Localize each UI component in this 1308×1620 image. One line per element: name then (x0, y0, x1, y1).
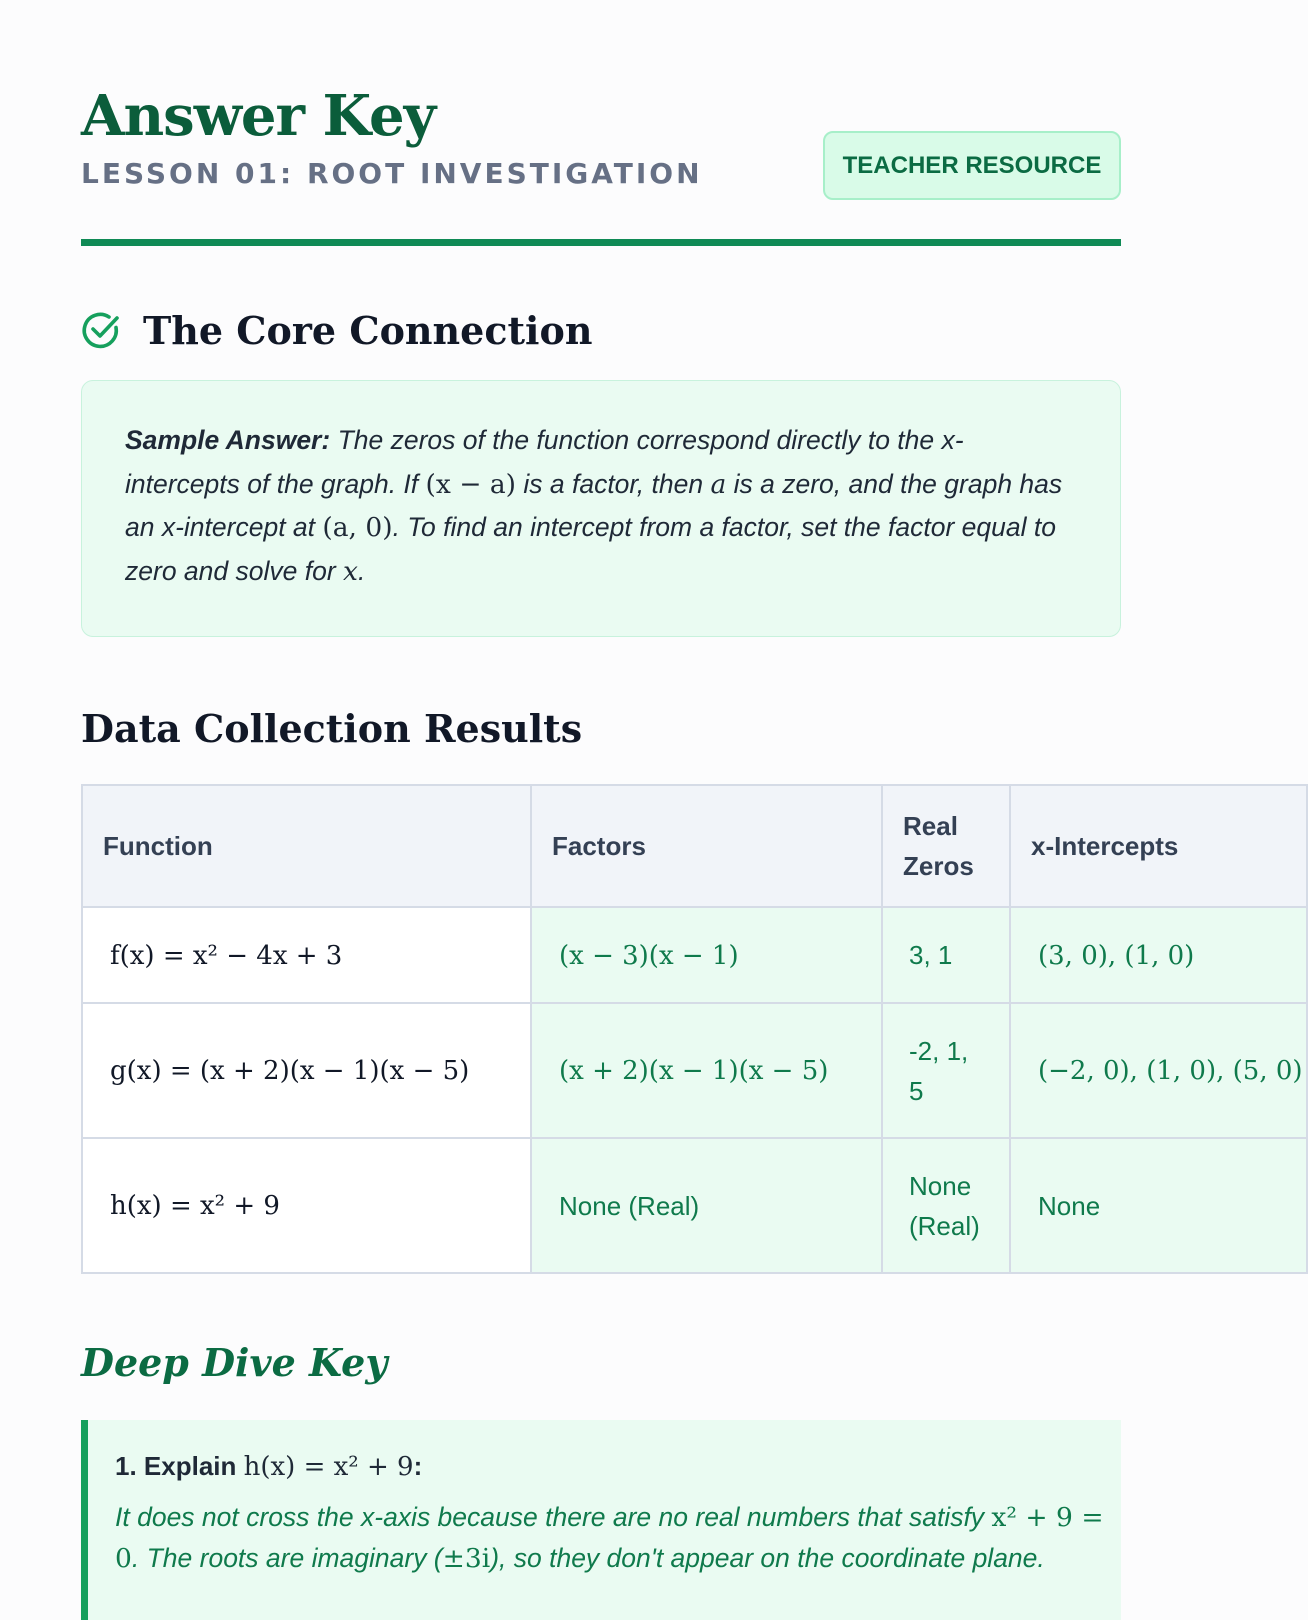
answer-text: is a factor, then (516, 468, 711, 499)
factors-cell (531, 1003, 882, 1138)
question-prefix: 1. Explain (115, 1451, 244, 1481)
sample-answer-label: Sample Answer: (125, 425, 331, 455)
zeros-cell: None (Real) (882, 1138, 1010, 1273)
function-expression: h(x) = x² + 9 (110, 1191, 280, 1221)
table-header-row (82, 785, 1307, 907)
answer-text: is a zero, and the graph has an x-intercept at (125, 468, 1063, 542)
deep-dive-heading: Deep Dive Key (81, 1340, 388, 1385)
zeros-cell: 3, 1 (882, 907, 1010, 1003)
column-header: Function (82, 785, 531, 907)
answer-math: ±3i (442, 1543, 491, 1574)
function-expression: g(x) = (x + 2)(x − 1)(x − 5) (110, 1056, 470, 1086)
factors-expression: (x − 3)(x − 1) (559, 940, 739, 971)
factors-expression: (x + 2)(x − 1)(x − 5) (559, 1056, 829, 1086)
core-connection-heading (81, 300, 592, 360)
answer-text: . To find an intercept from a factor, set the factor equal to zero and solve for (125, 512, 1056, 586)
answer-math: x² + 9 = 0 (115, 1502, 1104, 1574)
question-title (115, 1446, 1121, 1487)
sample-answer-box (81, 380, 1121, 637)
page-title: Answer Key (81, 83, 436, 149)
column-header: x-Intercepts (1010, 785, 1307, 907)
factors-cell: None (Real) (531, 1138, 882, 1273)
answer-text: . (357, 555, 366, 586)
intercepts-cell (1010, 1003, 1307, 1138)
data-collection-heading: Data Collection Results (81, 706, 583, 751)
page-header (81, 80, 1121, 246)
intercepts-cell (1010, 907, 1307, 1003)
results-table-container[interactable] (81, 784, 1303, 1274)
factors-cell (531, 907, 882, 1003)
table-row (82, 1003, 1307, 1138)
section-title: The Core Connection (143, 307, 593, 353)
function-expression: f(x) = x² − 4x + 3 (110, 940, 343, 971)
column-header: Real Zeros (882, 785, 1010, 907)
teacher-resource-badge: TEACHER RESOURCE (823, 131, 1121, 200)
function-cell (82, 907, 531, 1003)
question-answer (115, 1497, 1121, 1579)
column-header: Factors (531, 785, 882, 907)
function-cell (82, 1138, 531, 1273)
answer-text: The zeros of the function correspond directly to the x-intercepts of the graph. If (125, 425, 964, 499)
table-row (82, 907, 1307, 1003)
math-a: a (710, 468, 727, 500)
question-math: h(x) = x² + 9 (243, 1452, 414, 1482)
answer-text: It does not cross the x-axis because there are no real numbers that satisfy (115, 1502, 992, 1532)
check-circle-icon (81, 310, 121, 350)
intercepts-expression: (−2, 0), (1, 0), (5, 0) (1038, 1056, 1303, 1086)
lesson-subtitle: LESSON 01: ROOT INVESTIGATION (81, 157, 703, 190)
function-cell (82, 1003, 531, 1138)
intercepts-expression: (3, 0), (1, 0) (1038, 940, 1195, 971)
intercepts-cell: None (1010, 1138, 1307, 1273)
results-table (81, 784, 1308, 1274)
math-x: x (343, 555, 358, 587)
table-row (82, 1138, 1307, 1273)
answer-text: ), so they don't appear on the coordinate plane. (490, 1543, 1045, 1573)
answer-text: . The roots are imaginary ( (131, 1543, 443, 1573)
math-point: (a, 0) (322, 512, 393, 543)
deep-dive-answer-box (81, 1420, 1121, 1620)
zeros-cell: -2, 1, 5 (882, 1003, 1010, 1138)
question-suffix: : (413, 1451, 423, 1481)
math-factor: (x − a) (425, 468, 516, 500)
